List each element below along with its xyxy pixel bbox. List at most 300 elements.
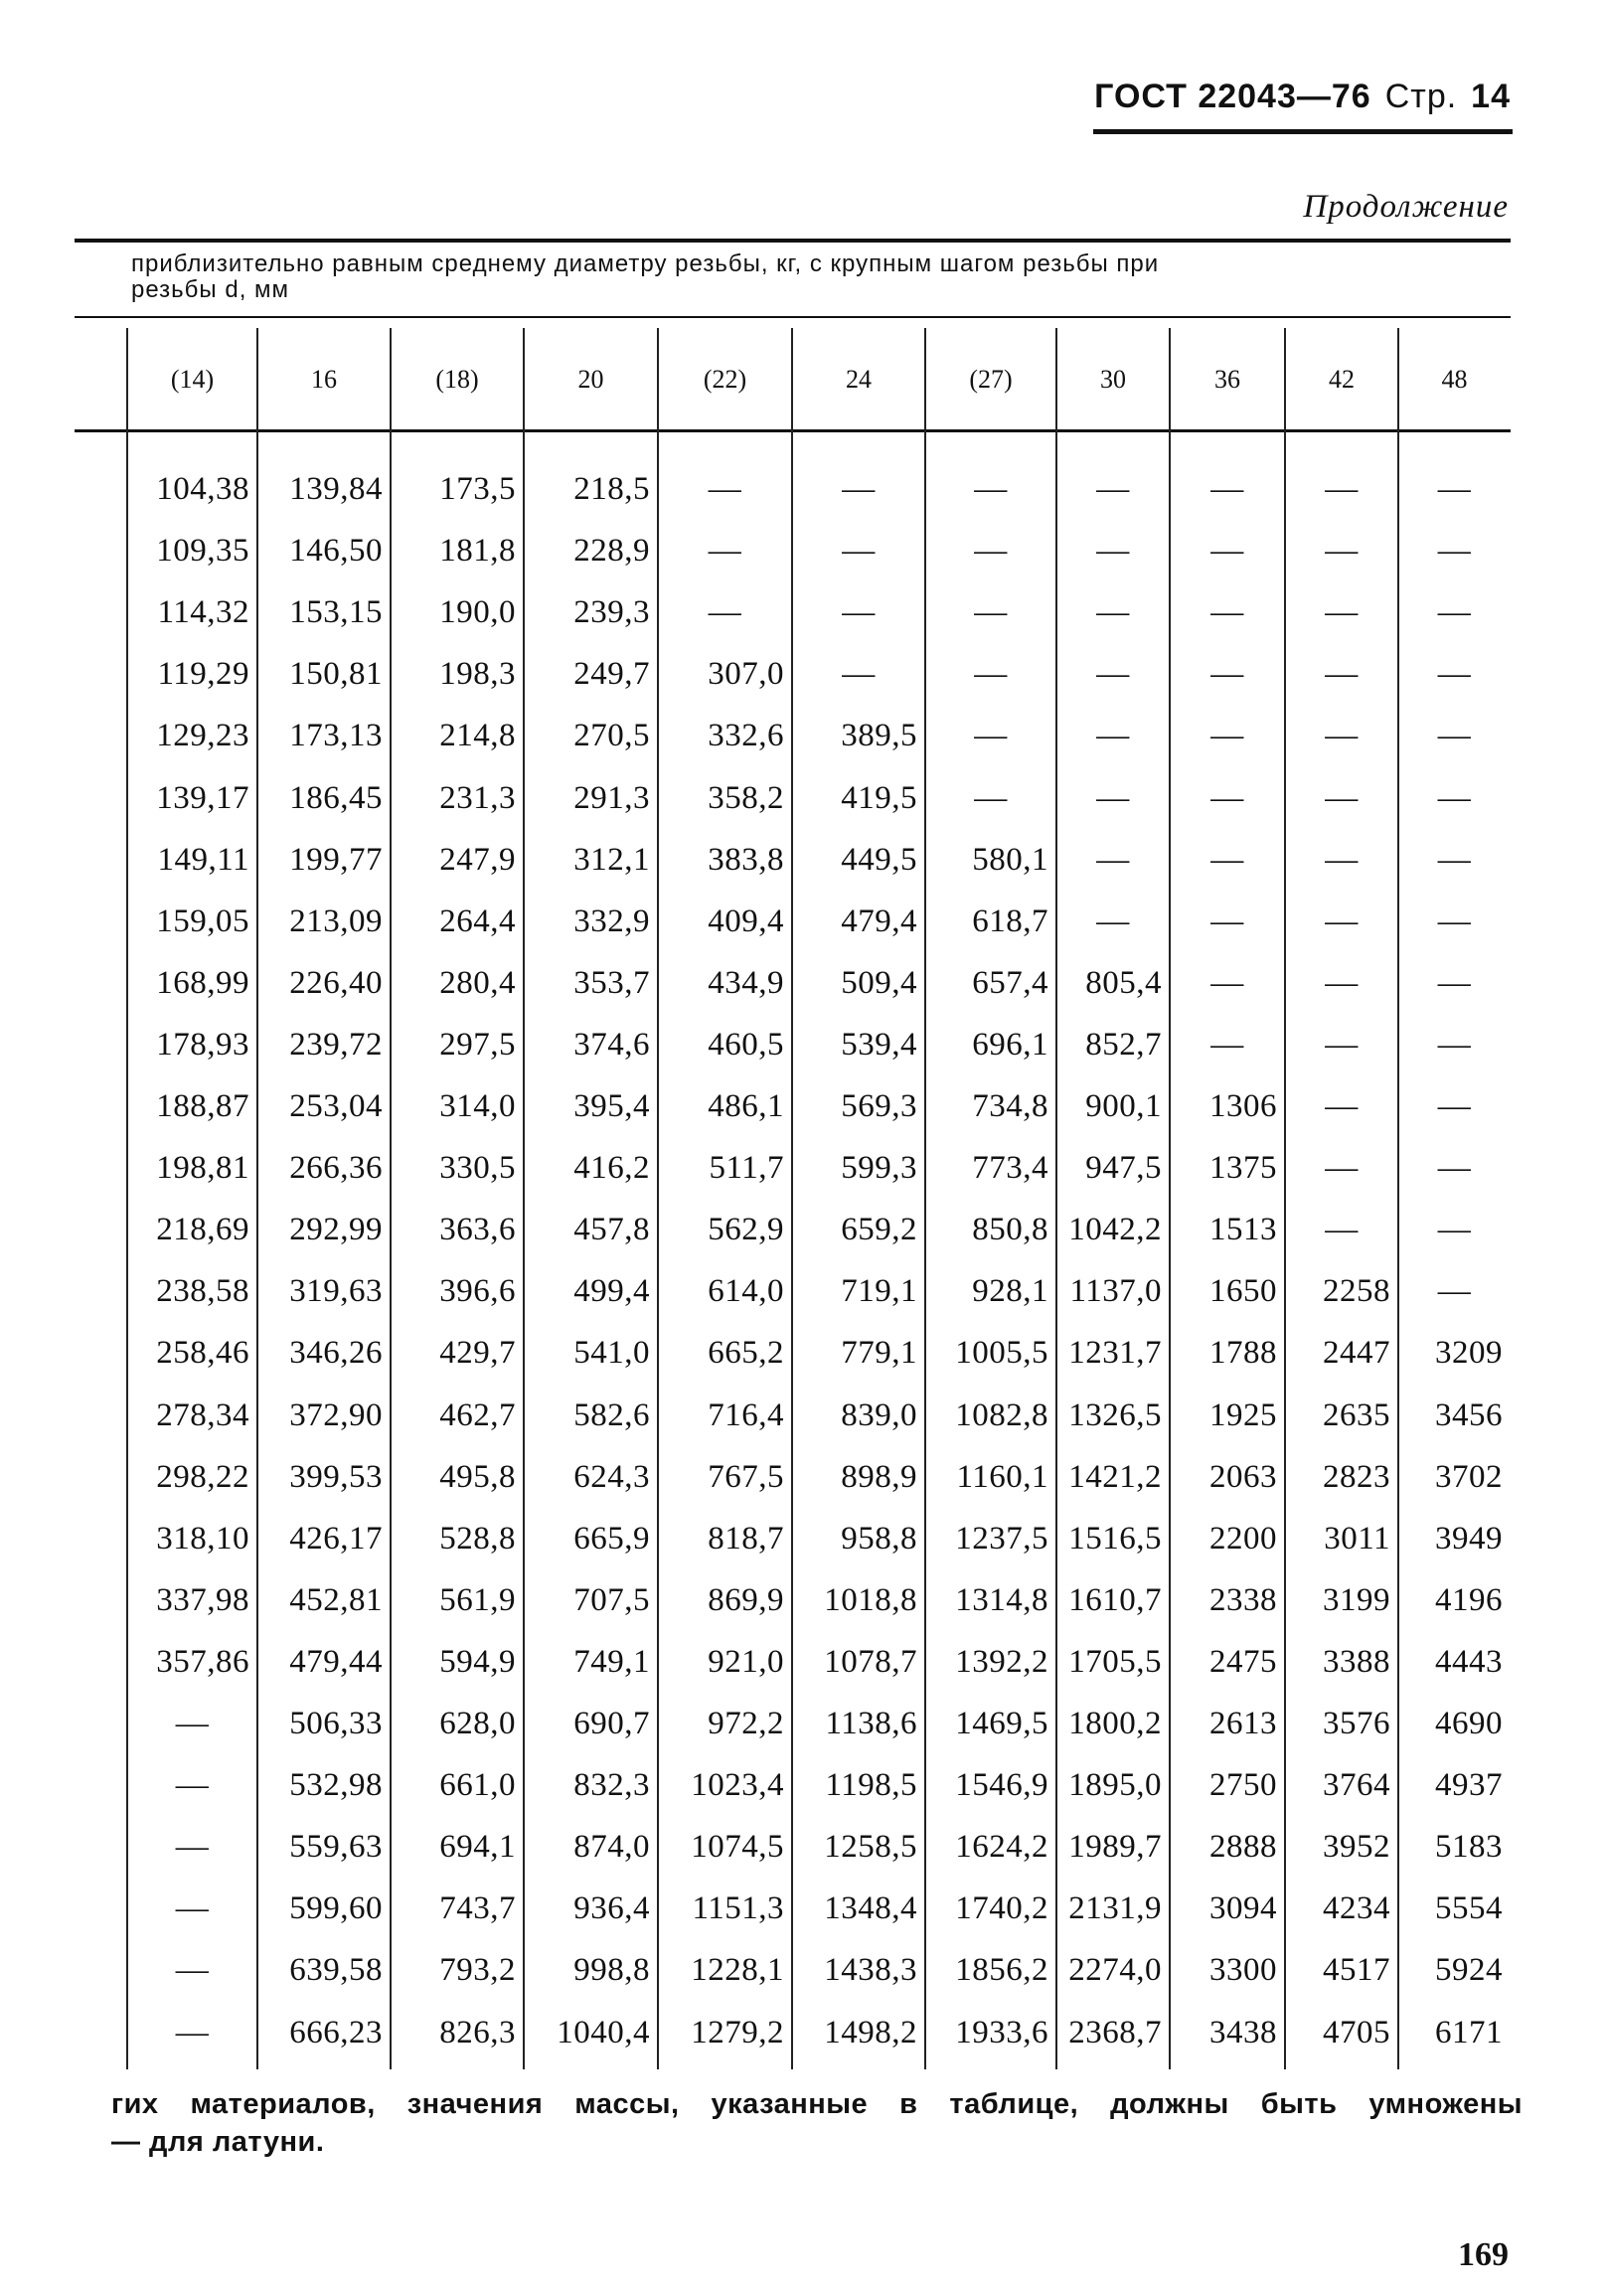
table-cell: 395,4 [573,1088,650,1124]
table-cell: 389,5 [841,718,917,753]
table-cell: — [1096,471,1130,507]
table-cell: 6171 [1435,2015,1503,2050]
table-cell: 3209 [1435,1335,1503,1371]
table-cell: 1740,2 [955,1890,1048,1926]
table-cell: 1198,5 [825,1767,917,1803]
table-cell: 719,1 [841,1273,917,1309]
table-cell: — [175,1706,210,1741]
column-separator [791,328,793,2069]
table-cell: 657,4 [972,965,1048,1001]
table-cell: 218,69 [156,1212,249,1247]
table-cell: 1895,0 [1068,1767,1162,1803]
column-header: (22) [703,365,747,394]
table-cell: 743,7 [439,1890,516,1926]
table-cell: 4234 [1323,1890,1390,1926]
gost-header [1093,78,1511,116]
table-cell: — [1210,842,1244,878]
table-cell: 665,2 [708,1335,784,1371]
table-cell: 921,0 [708,1644,784,1680]
table-cell: 1082,8 [955,1397,1048,1433]
table-cell: 1392,2 [955,1644,1048,1680]
table-cell: 198,81 [156,1150,249,1186]
table-cell: 779,1 [841,1335,917,1371]
table-cell: 298,22 [156,1459,249,1495]
table-cell: 199,77 [289,842,383,878]
table-cell: 767,5 [708,1459,784,1495]
table-cell: 486,1 [708,1088,784,1124]
table-cell: 399,53 [289,1459,383,1495]
table-cell: 146,50 [289,533,383,569]
table-cell: — [175,1890,210,1926]
table-cell: 228,9 [573,533,650,569]
table-cell: 3764 [1323,1767,1390,1803]
table-cell: 249,7 [573,656,650,692]
continuation-label: Продолжение [1303,189,1509,225]
table-cell: — [842,656,876,692]
table-cell: 2750 [1209,1767,1277,1803]
table-cell: 850,8 [972,1212,1048,1247]
table-cell: 462,7 [439,1397,516,1433]
table-cell: — [1325,1027,1359,1063]
table-cell: 696,1 [972,1027,1048,1063]
table-cell: 3094 [1209,1890,1277,1926]
table-cell: 3952 [1323,1829,1390,1865]
table-cell: 793,2 [439,1952,516,1988]
table-cell: — [1437,533,1472,569]
table-cell: — [175,1767,210,1803]
table-cell: 2200 [1209,1521,1277,1557]
table-cell: 270,5 [573,718,650,753]
table-cell: 426,17 [289,1521,383,1557]
table-cell: 292,99 [289,1212,383,1247]
table-cell: 330,5 [439,1150,516,1186]
table-cell: 1989,7 [1068,1829,1162,1865]
table-cell: 1160,1 [956,1459,1048,1495]
table-cell: 618,7 [972,903,1048,939]
column-separator [523,328,525,2069]
table-cell: 1421,2 [1068,1459,1162,1495]
column-separator [1397,328,1399,2069]
table-cell: — [175,1829,210,1865]
table-cell: 332,9 [573,903,650,939]
table-cell: 495,8 [439,1459,516,1495]
table-cell: 1513 [1209,1212,1277,1247]
table-cell: — [974,594,1008,630]
table-cell: 661,0 [439,1767,516,1803]
table-cell: 580,1 [972,842,1048,878]
table-cell: 561,9 [439,1582,516,1618]
table-cell: 1137,0 [1069,1273,1162,1309]
table-cell: — [1096,780,1130,816]
table-cell: — [1210,533,1244,569]
table-cell: 1326,5 [1068,1397,1162,1433]
table-cell: 434,9 [708,965,784,1001]
table-cell: 1042,2 [1068,1212,1162,1247]
table-cell: 314,0 [439,1088,516,1124]
table-cell: — [974,656,1008,692]
table-cell: — [1096,842,1130,878]
table-cell: 1516,5 [1068,1521,1162,1557]
table-cell: 659,2 [841,1212,917,1247]
table-cell: — [1325,1088,1359,1124]
table-cell: 869,9 [708,1582,784,1618]
table-cell: 1018,8 [824,1582,917,1618]
table-cell: 614,0 [708,1273,784,1309]
table-cell: 559,63 [289,1829,383,1865]
column-header: 20 [577,365,604,394]
table-cell: 1314,8 [955,1582,1048,1618]
table-cell: 2888 [1209,1829,1277,1865]
column-separator [1169,328,1171,2069]
table-cell: 499,4 [573,1273,650,1309]
table-cell: 218,5 [573,471,650,507]
table-cell: 5924 [1435,1952,1503,1988]
table-cell: 972,2 [708,1706,784,1741]
table-cell: 599,60 [289,1890,383,1926]
table-cell: 139,17 [156,780,249,816]
table-cell: 839,0 [841,1397,917,1433]
table-caption [131,251,1423,303]
table-cell: 419,5 [841,780,917,816]
table-cell: — [1437,842,1472,878]
table-cell: 1800,2 [1068,1706,1162,1741]
table-cell: 1375 [1209,1150,1277,1186]
table-cell: 173,5 [439,471,516,507]
table-cell: 666,23 [289,2015,383,2050]
table-cell: — [1325,1150,1359,1186]
table-cell: 624,3 [573,1459,650,1495]
table-cell: 119,29 [157,656,249,692]
table-cell: 4517 [1323,1952,1390,1988]
column-header: 24 [846,365,872,394]
table-cell: 291,3 [573,780,650,816]
table-cell: 264,4 [439,903,516,939]
table-cell: 312,1 [573,842,650,878]
table-cell: 4443 [1435,1644,1503,1680]
table-cell: 383,8 [708,842,784,878]
table-cell: — [1325,1212,1359,1247]
table-cell: — [1325,842,1359,878]
table-cell: 1610,7 [1068,1582,1162,1618]
table-cell: 278,34 [156,1397,249,1433]
table-cell: 1306 [1209,1088,1277,1124]
table-cell: 3388 [1323,1644,1390,1680]
table-cell: — [842,594,876,630]
table-cell: 198,3 [439,656,516,692]
table-cell: 773,4 [972,1150,1048,1186]
table-cell: 149,11 [157,842,249,878]
table-cell: 599,3 [841,1150,917,1186]
table-cell: 363,6 [439,1212,516,1247]
table-cell: — [1437,1150,1472,1186]
table-cell: 528,8 [439,1521,516,1557]
table-cell: 1138,6 [825,1706,917,1741]
table-cell: 716,4 [708,1397,784,1433]
column-separator [256,328,258,2069]
table-cell: — [842,533,876,569]
table-cell: 2131,9 [1068,1890,1162,1926]
table-cell: 1856,2 [955,1952,1048,1988]
table-cell: 749,1 [573,1644,650,1680]
table-cell: — [1096,903,1130,939]
column-separator [390,328,392,2069]
table-cell: 1228,1 [691,1952,784,1988]
table-cell: 2338 [1209,1582,1277,1618]
table-cell: 1788 [1209,1335,1277,1371]
table-cell: 353,7 [573,965,650,1001]
table-cell: 5183 [1435,1829,1503,1865]
table-cell: — [974,471,1008,507]
table-cell: 1546,9 [955,1767,1048,1803]
table-cell: 562,9 [708,1212,784,1247]
table-cell: 319,63 [289,1273,383,1309]
table-cell: 898,9 [841,1459,917,1495]
table-cell: — [1437,1027,1472,1063]
table-cell: 2823 [1323,1459,1390,1495]
table-cell: 409,4 [708,903,784,939]
table-cell: 3438 [1209,2015,1277,2050]
footer-line-1: гих материалов, значения массы, указанные в таблице, должны быть умножены [111,2088,1523,2120]
header-page-number: 14 [1471,78,1511,115]
table-cell: 452,81 [289,1582,383,1618]
table-cell: 1023,4 [691,1767,784,1803]
table-cell: 318,10 [156,1521,249,1557]
table-cell: 357,86 [156,1644,249,1680]
column-header: 42 [1329,365,1355,394]
table-cell: 805,4 [1085,965,1162,1001]
table-cell: — [1325,471,1359,507]
table-cell: 2258 [1323,1273,1390,1309]
table-cell: 332,6 [708,718,784,753]
table-cell: 2475 [1209,1644,1277,1680]
table-cell: — [1325,780,1359,816]
table-cell: 852,7 [1085,1027,1162,1063]
footer-note [111,2085,1523,2161]
table-cell: 337,98 [156,1582,249,1618]
table-cell: — [1437,656,1472,692]
table-cell: 374,6 [573,1027,650,1063]
table-cell: 109,35 [156,533,249,569]
table-cell: 3576 [1323,1706,1390,1741]
column-header: (27) [969,365,1013,394]
table-cell: 832,3 [573,1767,650,1803]
table-cell: 1040,4 [557,2015,650,2050]
table-cell: 3011 [1324,1521,1390,1557]
table-cell: — [175,1952,210,1988]
table-cell: 3949 [1435,1521,1503,1557]
table-cell: 188,87 [156,1088,249,1124]
table-cell: 509,4 [841,965,917,1001]
column-separator [1055,328,1057,2069]
table-cell: 5554 [1435,1890,1503,1926]
table-cell: 186,45 [289,780,383,816]
table-cell: 1231,7 [1068,1335,1162,1371]
table-cell: 297,5 [439,1027,516,1063]
table-cell: — [708,533,742,569]
table-cell: 1438,3 [824,1952,917,1988]
table-cell: — [1210,718,1244,753]
table-cell: — [1096,656,1130,692]
table-cell: 958,8 [841,1521,917,1557]
table-cell: — [1437,965,1472,1001]
table-cell: — [1325,533,1359,569]
table-cell: 639,58 [289,1952,383,1988]
table-cell: — [1210,780,1244,816]
table-cell: 1933,6 [955,2015,1048,2050]
table-cell: 2274,0 [1068,1952,1162,1988]
table-cell: — [974,533,1008,569]
table-cell: 3300 [1209,1952,1277,1988]
table-cell: 998,8 [573,1952,650,1988]
gost-number: ГОСТ 22043—76 [1094,78,1371,115]
table-cell: — [1437,903,1472,939]
header-rule [1093,129,1513,134]
table-cell: — [1325,903,1359,939]
caption-bottom-rule [75,316,1511,318]
column-header: 30 [1100,365,1126,394]
table-cell: 213,09 [289,903,383,939]
table-cell: 818,7 [708,1521,784,1557]
table-cell: 665,9 [573,1521,650,1557]
page-number: 169 [1458,2236,1509,2273]
table-cell: 429,7 [439,1335,516,1371]
table-cell: 1258,5 [824,1829,917,1865]
table-cell: 3199 [1323,1582,1390,1618]
table-cell: — [1437,718,1472,753]
table-cell: 947,5 [1085,1150,1162,1186]
table-cell: — [1325,594,1359,630]
table-cell: 1279,2 [691,2015,784,2050]
table-cell: 511,7 [709,1150,784,1186]
table-cell: 1650 [1209,1273,1277,1309]
table-cell: 239,72 [289,1027,383,1063]
table-cell: — [1437,594,1472,630]
table-cell: 707,5 [573,1582,650,1618]
column-header: 16 [311,365,337,394]
table-cell: 4705 [1323,2015,1390,2050]
table-cell: — [1096,594,1130,630]
table-cell: 1348,4 [824,1890,917,1926]
page-word: Стр. [1384,78,1458,115]
table-cell: — [1210,903,1244,939]
table-cell: 1078,7 [824,1644,917,1680]
table-cell: 1151,3 [692,1890,784,1926]
table-cell: — [1325,656,1359,692]
table-cell: 569,3 [841,1088,917,1124]
table-cell: 734,8 [972,1088,1048,1124]
table-cell: 168,99 [156,965,249,1001]
table-cell: 231,3 [439,780,516,816]
table-cell: 114,32 [157,594,249,630]
table-cell: 214,8 [439,718,516,753]
table-cell: 506,33 [289,1706,383,1741]
table-cell: — [1437,471,1472,507]
table-top-rule [75,239,1511,243]
table-cell: — [1437,1212,1472,1247]
column-separator [1284,328,1286,2069]
table-cell: — [1325,718,1359,753]
table-cell: 1925 [1209,1397,1277,1433]
table-cell: 1005,5 [955,1335,1048,1371]
table-cell: 178,93 [156,1027,249,1063]
table-cell: — [175,2015,210,2050]
table-cell: 582,6 [573,1397,650,1433]
table-cell: 457,8 [573,1212,650,1247]
table-cell: 181,8 [439,533,516,569]
table-cell: 3456 [1435,1397,1503,1433]
footer-line-2: — для латуни. [111,2126,325,2158]
table-cell: 541,0 [573,1335,650,1371]
table-cell: 358,2 [708,780,784,816]
table-cell: — [1210,1027,1244,1063]
table-cell: 104,38 [156,471,249,507]
table-cell: 4937 [1435,1767,1503,1803]
table-cell: — [1210,471,1244,507]
table-cell: 4196 [1435,1582,1503,1618]
table-cell: 594,9 [439,1644,516,1680]
table-cell: 2063 [1209,1459,1277,1495]
table-cell: 173,13 [289,718,383,753]
table-cell: — [1096,718,1130,753]
table-cell: 190,0 [439,594,516,630]
table-cell: 826,3 [439,2015,516,2050]
table-cell: — [708,471,742,507]
table-cell: 1498,2 [824,2015,917,2050]
column-header: (18) [435,365,479,394]
column-separator [126,328,128,2069]
table-cell: 129,23 [156,718,249,753]
table-cell: 247,9 [439,842,516,878]
table-cell: 258,46 [156,1335,249,1371]
column-separator [924,328,926,2069]
table-cell: 150,81 [289,656,383,692]
table-cell: 253,04 [289,1088,383,1124]
table-cell: 690,7 [573,1706,650,1741]
table-cell: — [1437,1273,1472,1309]
table-cell: 416,2 [573,1150,650,1186]
table-cell: 936,4 [573,1890,650,1926]
table-cell: 266,36 [289,1150,383,1186]
table-cell: 2635 [1323,1397,1390,1433]
table-cell: 2613 [1209,1706,1277,1741]
table-cell: 396,6 [439,1273,516,1309]
table-cell: 280,4 [439,965,516,1001]
table-cell: 307,0 [708,656,784,692]
table-cell: 239,3 [573,594,650,630]
table-cell: — [842,471,876,507]
caption-line-1: приблизительно равным среднему диаметру резьбы, кг, с крупным шагом резьбы при [131,250,1160,277]
table-cell: 226,40 [289,965,383,1001]
table-cell: 900,1 [1085,1088,1162,1124]
table-cell: 628,0 [439,1706,516,1741]
table-cell: 1074,5 [691,1829,784,1865]
table-cell: 1705,5 [1068,1644,1162,1680]
caption-line-2: резьбы d, мм [131,276,290,303]
table-cell: 238,58 [156,1273,249,1309]
table-cell: — [1096,533,1130,569]
table-cell: 874,0 [573,1829,650,1865]
table-cell: — [974,780,1008,816]
table-cell: 153,15 [289,594,383,630]
table-cell: 1237,5 [955,1521,1048,1557]
table-cell: 460,5 [708,1027,784,1063]
table-cell: — [708,594,742,630]
table-cell: 372,90 [289,1397,383,1433]
table-cell: 539,4 [841,1027,917,1063]
column-header: 36 [1214,365,1240,394]
table-cell: — [1210,965,1244,1001]
table-cell: 139,84 [289,471,383,507]
